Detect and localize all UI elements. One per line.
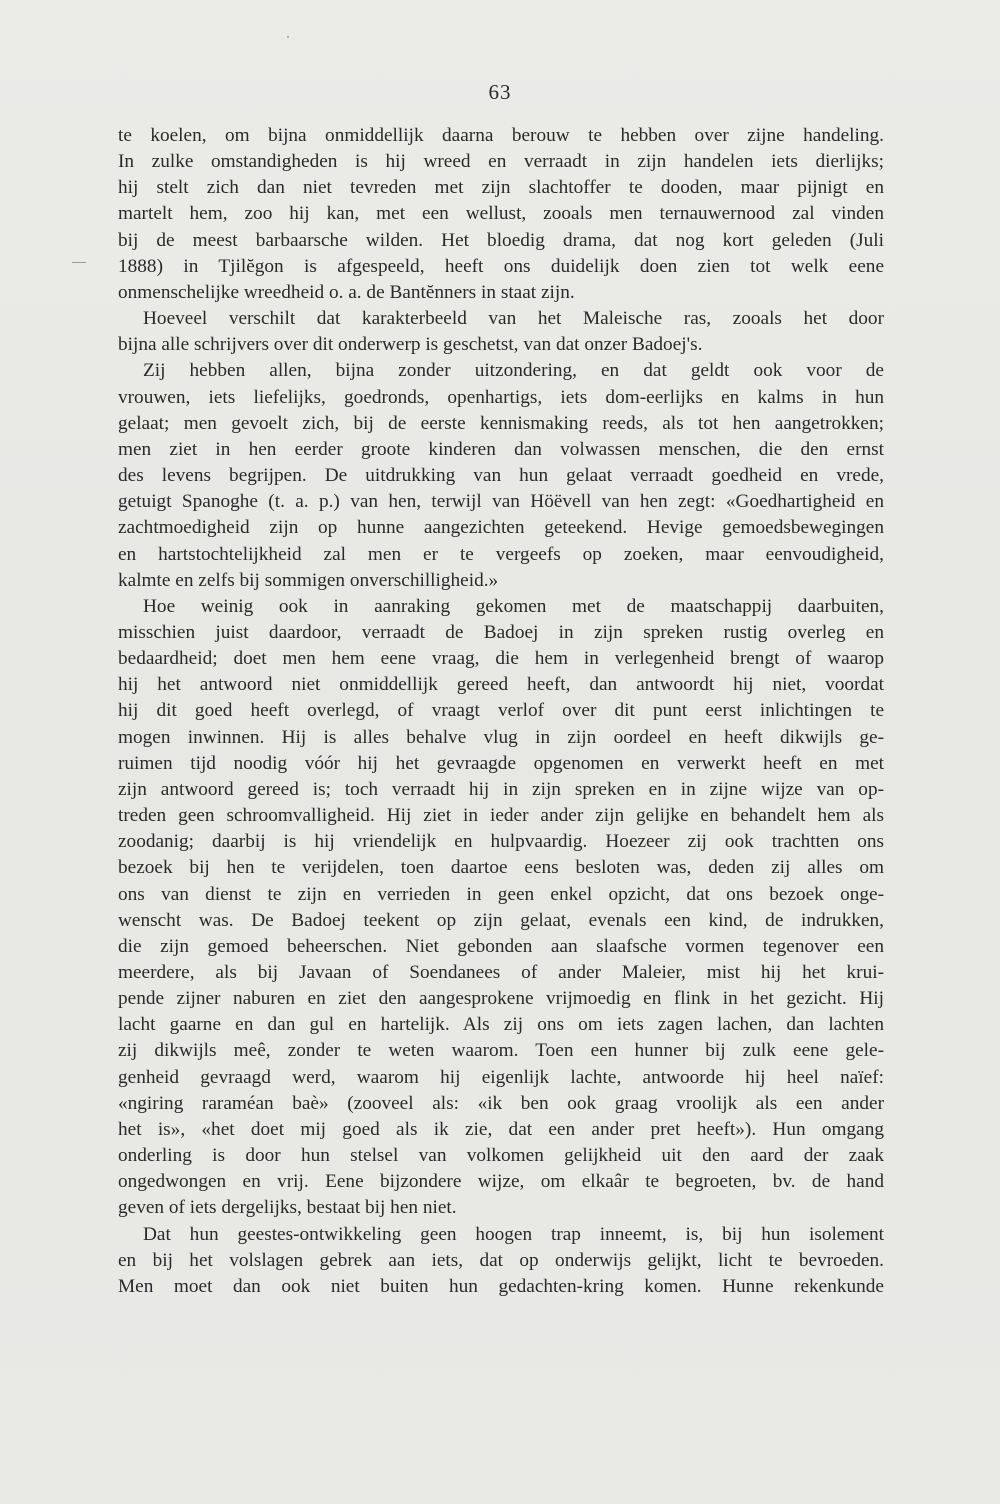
text-line: ruimen tijd noodig vóór hij het gevraagde opgenomen en verwerkt heeft en met [118,752,884,774]
text-line: het is», «het doet mij goed als ik zie, dat een ander pret heeft»). Hun omgang [118,1118,884,1140]
text-line: bijna alle schrijvers over dit onderwerp is geschetst, van dat onzer Badoej's. [118,334,703,356]
text-line: In zulke omstandigheden is hij wreed en verraadt in zijn handelen iets dierlijks; [118,151,884,173]
text-line: men ziet in hen eerder groote kinderen dan volwassen menschen, die den ernst [118,438,884,460]
text-line: vrouwen, iets liefelijks, goedronds, openhartigs, iets dom-eerlijks en kalms in hun [118,386,884,408]
text-line: des levens begrijpen. De uitdrukking van hun gelaat verraadt goedheid en vrede, [118,465,884,487]
paper-speck [287,36,289,38]
text-line: meerdere, als bij Javaan of Soendanees of ander Maleier, mist hij het krui- [118,962,884,983]
text-line: ongedwongen en vrij. Eene bijzondere wijze, om elkaâr te begroeten, bv. de hand [118,1171,884,1193]
text-line: en bij het volslagen gebrek aan iets, dat op onderwijs gelijkt, licht te bevroeden. [118,1249,884,1271]
text-line: bij de meest barbaarsche wilden. Het bloedig drama, dat nog kort geleden (Juli [118,229,884,251]
text-line: wenscht was. De Badoej teekent op zijn gelaat, evenals een kind, de indrukken, [118,909,884,931]
text-line: zoodanig; daarbij is hij vriendelijk en hulpvaardig. Hoezeer zij ook trachtten ons [118,831,884,853]
page-number: 63 [488,80,512,104]
text-line: pende zijner naburen en ziet den aangesprokene vrijmoedig en flink in het gezicht. Hij [118,988,884,1010]
text-line: ons van dienst te zijn en verrieden in geen enkel opzicht, dat ons bezoek onge- [118,883,884,905]
text-line: kalmte en zelfs bij sommigen onverschilligheid.» [118,569,499,591]
text-line: Men moet dan ook niet buiten hun gedachten-kring komen. Hunne rekenkunde [118,1275,884,1297]
text-line: en hartstochtelijkheid zal men er te vergeefs op zoeken, maar eenvoudigheid, [118,543,884,565]
text-line: Zij hebben allen, bijna zonder uitzondering, en dat geldt ook voor de [143,360,884,382]
text-line: onmenschelijke wreedheid o. a. de Bantĕnners in staat zijn. [118,281,575,303]
text-line: martelt hem, zoo hij kan, met een wellust, zooals men ternauwernood zal vinden [118,203,884,225]
text-line: zijn antwoord gereed is; toch verraadt hij in zijn spreken en in zijne wijze van op- [118,778,884,800]
text-line: die zijn gemoed beheerschen. Niet gebonden aan slaafsche vormen tegenover een [118,935,884,957]
text-line: Dat hun geestes-ontwikkeling geen hoogen trap inneemt, is, bij hun isolement [143,1223,884,1245]
text-line: geven of iets dergelijks, bestaat bij hen niet. [118,1197,457,1219]
text-line: mogen inwinnen. Hij is alles behalve vlug in zijn oordeel en heeft dikwijls ge- [118,726,884,748]
text-line: «ngiring raraméan baè» (zooveel als: «ik ben ook graag vroolijk als een ander [118,1092,884,1114]
text-line: Hoeveel verschilt dat karakterbeeld van het Maleische ras, zooals het door [143,308,884,330]
text-line: hij stelt zich dan niet tevreden met zijn slachtoffer te dooden, maar pijnigt en [118,177,884,199]
text-line: zij dikwijls meê, zonder te weten waarom. Toen een hunner bij zulk eene gele- [118,1040,884,1062]
text-line: Hoe weinig ook in aanraking gekomen met de maatschappij daarbuiten, [143,595,884,617]
text-line: 1888) in Tjilĕgon is afgespeeld, heeft ons duidelijk doen zien tot welk eene [118,255,884,277]
text-line: hij het antwoord niet onmiddellijk gereed heeft, dan antwoordt hij niet, voordat [118,674,884,696]
margin-mark [72,262,86,263]
text-line: hij dit goed heeft overlegd, of vraagt verlof over dit punt eerst inlichtingen te [118,700,884,722]
text-line: treden geen schroomvalligheid. Hij ziet in ieder ander zijn gelijke en behandelt hem als [118,805,884,827]
text-line: lacht gaarne en dan gul en hartelijk. Als zij ons om iets zagen lachen, dan lachten [118,1014,884,1036]
body-text [118,123,884,1300]
text-line: gelaat; men gevoelt zich, bij de eerste kennismaking reeds, als tot hen aangetrokken; [118,412,884,434]
text-line: misschien juist daardoor, verraadt de Badoej in zijn spreken rustig overleg en [118,621,884,643]
text-line: genheid gevraagd werd, waarom hij eigenlijk lachte, antwoorde hij heel naïef: [118,1066,884,1088]
text-line: zachtmoedigheid zijn op hunne aangezichten geteekend. Hevige gemoedsbewegingen [118,517,884,539]
text-line: getuigt Spanoghe (t. a. p.) van hen, terwijl van Höëvell van hen zegt: «Goedhartigheid en [118,491,884,513]
text-line: bedaardheid; doet men hem eene vraag, die hem in verlegenheid brengt of waarop [118,648,884,670]
text-line: te koelen, om bijna onmiddellijk daarna berouw te hebben over zijne handeling. [118,125,884,146]
text-line: onderling is door hun stelsel van volkomen gelijkheid uit den aard der zaak [118,1145,884,1167]
text-line: bezoek bij hen te verijdelen, toen daartoe eens besloten was, deden zij alles om [118,857,884,879]
